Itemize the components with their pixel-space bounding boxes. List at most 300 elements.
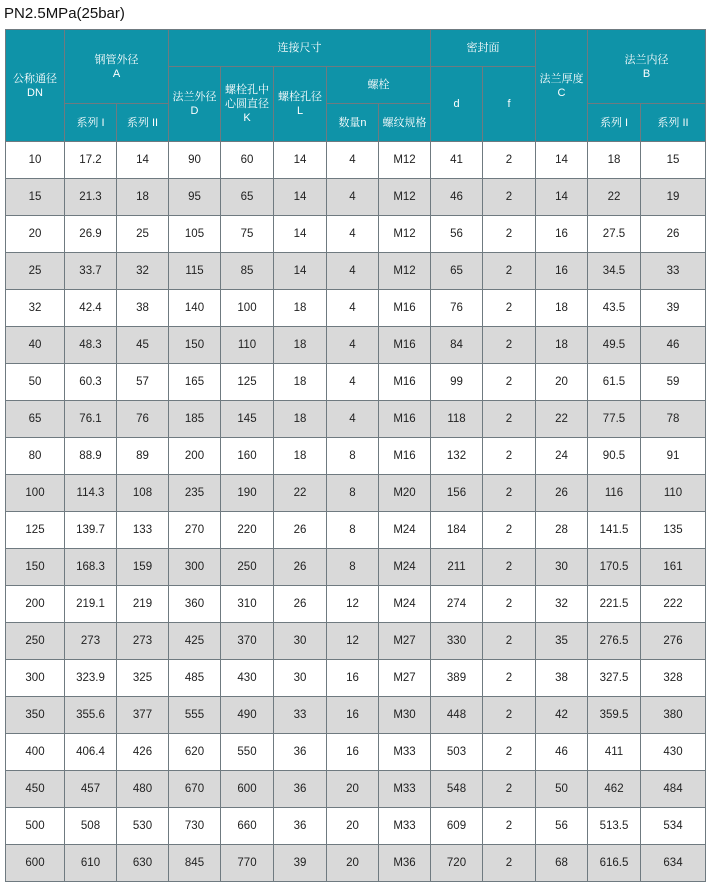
table-cell: 39 <box>274 845 327 882</box>
table-cell: 116 <box>588 475 641 512</box>
table-cell: M33 <box>379 808 431 845</box>
table-cell: 8 <box>327 549 379 586</box>
table-cell: 4 <box>327 327 379 364</box>
table-cell: 300 <box>6 660 65 697</box>
table-body <box>6 142 706 882</box>
table-cell: 270 <box>169 512 221 549</box>
table-cell: 26 <box>536 475 588 512</box>
table-cell: M24 <box>379 512 431 549</box>
table-cell: 32 <box>536 586 588 623</box>
table-cell: 50 <box>536 771 588 808</box>
table-cell: 670 <box>169 771 221 808</box>
table-cell: 411 <box>588 734 641 771</box>
table-cell: 19 <box>641 179 706 216</box>
table-cell: 2 <box>483 549 536 586</box>
table-cell: 425 <box>169 623 221 660</box>
table-cell: 95 <box>169 179 221 216</box>
table-cell: 38 <box>117 290 169 327</box>
table-cell: 30 <box>274 623 327 660</box>
table-cell: 14 <box>536 179 588 216</box>
table-cell: 2 <box>483 475 536 512</box>
table-cell: 4 <box>327 364 379 401</box>
table-cell: 125 <box>221 364 274 401</box>
table-cell: 91 <box>641 438 706 475</box>
header-flange-od: 法兰外径 D <box>169 67 221 142</box>
table-cell: 57 <box>117 364 169 401</box>
table-cell: 10 <box>6 142 65 179</box>
table-cell: 426 <box>117 734 169 771</box>
table-cell: M12 <box>379 216 431 253</box>
table-cell: 370 <box>221 623 274 660</box>
table-cell: M27 <box>379 623 431 660</box>
table-cell: 185 <box>169 401 221 438</box>
header-seal-face: 密封面 <box>431 30 536 67</box>
table-cell: 32 <box>6 290 65 327</box>
table-cell: 2 <box>483 771 536 808</box>
table-row <box>6 142 706 179</box>
table-cell: 39 <box>641 290 706 327</box>
table-cell: M16 <box>379 438 431 475</box>
table-row <box>6 845 706 882</box>
table-cell: 250 <box>221 549 274 586</box>
table-cell: 485 <box>169 660 221 697</box>
table-cell: 2 <box>483 290 536 327</box>
table-cell: 609 <box>431 808 483 845</box>
table-cell: 60 <box>221 142 274 179</box>
table-cell: 78 <box>641 401 706 438</box>
table-cell: 14 <box>274 142 327 179</box>
table-cell: 220 <box>221 512 274 549</box>
table-cell: 457 <box>65 771 117 808</box>
table-cell: 150 <box>6 549 65 586</box>
table-cell: 42 <box>536 697 588 734</box>
table-cell: M12 <box>379 179 431 216</box>
table-cell: 33 <box>274 697 327 734</box>
table-cell: 380 <box>641 697 706 734</box>
table-cell: 18 <box>588 142 641 179</box>
table-cell: 145 <box>221 401 274 438</box>
table-cell: 25 <box>6 253 65 290</box>
table-cell: 430 <box>221 660 274 697</box>
table-cell: 36 <box>274 734 327 771</box>
table-cell: 22 <box>274 475 327 512</box>
table-cell: 22 <box>536 401 588 438</box>
table-cell: 99 <box>431 364 483 401</box>
table-cell: 125 <box>6 512 65 549</box>
table-cell: M24 <box>379 549 431 586</box>
table-cell: 276.5 <box>588 623 641 660</box>
table-cell: 12 <box>327 623 379 660</box>
table-cell: 46 <box>431 179 483 216</box>
table-cell: 480 <box>117 771 169 808</box>
table-cell: 34.5 <box>588 253 641 290</box>
table-cell: 50 <box>6 364 65 401</box>
table-cell: 46 <box>641 327 706 364</box>
table-cell: 2 <box>483 845 536 882</box>
table-cell: 26 <box>274 549 327 586</box>
table-cell: 2 <box>483 364 536 401</box>
table-cell: 160 <box>221 438 274 475</box>
table-cell: 28 <box>536 512 588 549</box>
table-cell: M16 <box>379 327 431 364</box>
table-cell: 350 <box>6 697 65 734</box>
table-cell: 25 <box>117 216 169 253</box>
table-cell: 61.5 <box>588 364 641 401</box>
table-cell: 2 <box>483 438 536 475</box>
table-cell: 300 <box>169 549 221 586</box>
table-cell: 2 <box>483 623 536 660</box>
table-cell: 20 <box>536 364 588 401</box>
table-cell: 360 <box>169 586 221 623</box>
table-cell: 389 <box>431 660 483 697</box>
table-row <box>6 771 706 808</box>
table-cell: 60.3 <box>65 364 117 401</box>
table-cell: 16 <box>327 734 379 771</box>
table-cell: 660 <box>221 808 274 845</box>
table-cell: 2 <box>483 401 536 438</box>
table-cell: 503 <box>431 734 483 771</box>
table-cell: 16 <box>327 697 379 734</box>
table-cell: 377 <box>117 697 169 734</box>
table-cell: M20 <box>379 475 431 512</box>
table-cell: 20 <box>327 771 379 808</box>
table-cell: 18 <box>274 327 327 364</box>
table-cell: 630 <box>117 845 169 882</box>
table-cell: 133 <box>117 512 169 549</box>
table-cell: 76 <box>117 401 169 438</box>
table-cell: 65 <box>431 253 483 290</box>
table-cell: 20 <box>327 845 379 882</box>
table-cell: 462 <box>588 771 641 808</box>
table-cell: 40 <box>6 327 65 364</box>
table-cell: 200 <box>169 438 221 475</box>
table-cell: 156 <box>431 475 483 512</box>
table-cell: 118 <box>431 401 483 438</box>
table-cell: 2 <box>483 697 536 734</box>
table-cell: 161 <box>641 549 706 586</box>
table-cell: 75 <box>221 216 274 253</box>
table-cell: 42.4 <box>65 290 117 327</box>
table-cell: 508 <box>65 808 117 845</box>
table-header <box>6 30 706 142</box>
table-cell: 26 <box>641 216 706 253</box>
table-cell: 49.5 <box>588 327 641 364</box>
header-seal-d: d <box>431 67 483 142</box>
table-cell: 65 <box>221 179 274 216</box>
table-row <box>6 327 706 364</box>
table-cell: 170.5 <box>588 549 641 586</box>
table-cell: 250 <box>6 623 65 660</box>
table-cell: 634 <box>641 845 706 882</box>
table-cell: 32 <box>117 253 169 290</box>
table-cell: 76 <box>431 290 483 327</box>
table-cell: 18 <box>117 179 169 216</box>
table-cell: M16 <box>379 401 431 438</box>
table-cell: 12 <box>327 586 379 623</box>
table-cell: 600 <box>221 771 274 808</box>
header-flange-series-2: 系列 II <box>641 104 706 142</box>
table-cell: 190 <box>221 475 274 512</box>
header-bolt-circle: 螺栓孔中 心圆直径 K <box>221 67 274 142</box>
table-row <box>6 586 706 623</box>
table-row <box>6 697 706 734</box>
table-cell: 14 <box>274 216 327 253</box>
table-cell: 406.4 <box>65 734 117 771</box>
table-cell: 219.1 <box>65 586 117 623</box>
table-cell: 132 <box>431 438 483 475</box>
table-cell: 18 <box>274 438 327 475</box>
table-cell: 4 <box>327 179 379 216</box>
table-cell: 15 <box>641 142 706 179</box>
header-bolt: 螺栓 <box>327 67 431 104</box>
table-cell: 14 <box>536 142 588 179</box>
table-row <box>6 401 706 438</box>
table-row <box>6 512 706 549</box>
table-cell: 22 <box>588 179 641 216</box>
table-cell: 30 <box>274 660 327 697</box>
table-cell: 490 <box>221 697 274 734</box>
table-cell: M27 <box>379 660 431 697</box>
table-cell: 327.5 <box>588 660 641 697</box>
table-cell: 90.5 <box>588 438 641 475</box>
table-cell: M12 <box>379 253 431 290</box>
table-cell: 100 <box>6 475 65 512</box>
table-cell: 184 <box>431 512 483 549</box>
table-cell: 555 <box>169 697 221 734</box>
table-cell: 600 <box>6 845 65 882</box>
table-cell: 2 <box>483 142 536 179</box>
table-row <box>6 438 706 475</box>
header-pipe-od: 钢管外径 A <box>65 30 169 104</box>
table-cell: 400 <box>6 734 65 771</box>
table-cell: 273 <box>65 623 117 660</box>
header-bolt-thread: 螺纹规格 <box>379 104 431 142</box>
table-cell: 46 <box>536 734 588 771</box>
table-cell: 14 <box>274 179 327 216</box>
table-cell: 20 <box>327 808 379 845</box>
table-cell: 59 <box>641 364 706 401</box>
table-cell: 114.3 <box>65 475 117 512</box>
table-cell: 14 <box>274 253 327 290</box>
table-cell: 500 <box>6 808 65 845</box>
table-cell: 18 <box>274 290 327 327</box>
table-cell: 276 <box>641 623 706 660</box>
table-cell: 616.5 <box>588 845 641 882</box>
table-cell: 168.3 <box>65 549 117 586</box>
table-title: PN2.5MPa(25bar) <box>4 5 125 22</box>
flange-dimension-table <box>5 29 706 882</box>
table-cell: 450 <box>6 771 65 808</box>
table-cell: 26 <box>274 586 327 623</box>
table-cell: 534 <box>641 808 706 845</box>
header-flange-id: 法兰内径 B <box>588 30 706 104</box>
table-row <box>6 660 706 697</box>
table-cell: 41 <box>431 142 483 179</box>
table-cell: 33.7 <box>65 253 117 290</box>
table-row <box>6 253 706 290</box>
table-cell: 2 <box>483 808 536 845</box>
table-cell: 359.5 <box>588 697 641 734</box>
header-pipe-series-2: 系列 II <box>117 104 169 142</box>
table-cell: 36 <box>274 771 327 808</box>
table-cell: 235 <box>169 475 221 512</box>
table-cell: 77.5 <box>588 401 641 438</box>
table-cell: 15 <box>6 179 65 216</box>
table-cell: 76.1 <box>65 401 117 438</box>
table-cell: 56 <box>431 216 483 253</box>
table-cell: 36 <box>274 808 327 845</box>
table-cell: 4 <box>327 142 379 179</box>
table-cell: 65 <box>6 401 65 438</box>
table-cell: 115 <box>169 253 221 290</box>
table-cell: 200 <box>6 586 65 623</box>
header-seal-f: f <box>483 67 536 142</box>
table-cell: 222 <box>641 586 706 623</box>
table-cell: 35 <box>536 623 588 660</box>
table-cell: M33 <box>379 771 431 808</box>
table-cell: 89 <box>117 438 169 475</box>
table-cell: 16 <box>327 660 379 697</box>
table-cell: 27.5 <box>588 216 641 253</box>
table-cell: 273 <box>117 623 169 660</box>
table-cell: 4 <box>327 290 379 327</box>
table-cell: 150 <box>169 327 221 364</box>
table-cell: 84 <box>431 327 483 364</box>
table-row <box>6 364 706 401</box>
table-cell: 45 <box>117 327 169 364</box>
header-flange-series-1: 系列 I <box>588 104 641 142</box>
table-cell: M16 <box>379 364 431 401</box>
table-cell: 221.5 <box>588 586 641 623</box>
table-cell: M36 <box>379 845 431 882</box>
table-cell: 68 <box>536 845 588 882</box>
table-row <box>6 734 706 771</box>
table-cell: 355.6 <box>65 697 117 734</box>
header-bolt-hole: 螺栓孔径 L <box>274 67 327 142</box>
table-cell: 43.5 <box>588 290 641 327</box>
table-cell: 2 <box>483 660 536 697</box>
table-cell: 323.9 <box>65 660 117 697</box>
header-dn: 公称通径 DN <box>6 30 65 142</box>
table-cell: M30 <box>379 697 431 734</box>
table-cell: 141.5 <box>588 512 641 549</box>
table-cell: 165 <box>169 364 221 401</box>
table-cell: 219 <box>117 586 169 623</box>
table-cell: 110 <box>641 475 706 512</box>
table-cell: 56 <box>536 808 588 845</box>
table-cell: 108 <box>117 475 169 512</box>
table-row <box>6 549 706 586</box>
table-cell: 513.5 <box>588 808 641 845</box>
table-cell: 430 <box>641 734 706 771</box>
table-cell: 21.3 <box>65 179 117 216</box>
table-cell: 18 <box>536 327 588 364</box>
table-cell: 845 <box>169 845 221 882</box>
table-cell: 730 <box>169 808 221 845</box>
table-cell: 85 <box>221 253 274 290</box>
table-cell: 18 <box>274 401 327 438</box>
table-cell: 8 <box>327 438 379 475</box>
table-cell: 159 <box>117 549 169 586</box>
table-cell: 2 <box>483 586 536 623</box>
table-cell: M33 <box>379 734 431 771</box>
table-cell: 139.7 <box>65 512 117 549</box>
table-cell: 135 <box>641 512 706 549</box>
table-cell: 33 <box>641 253 706 290</box>
table-cell: 325 <box>117 660 169 697</box>
table-cell: 30 <box>536 549 588 586</box>
table-row <box>6 808 706 845</box>
table-cell: 2 <box>483 179 536 216</box>
table-cell: M12 <box>379 142 431 179</box>
header-pipe-series-1: 系列 I <box>65 104 117 142</box>
table-cell: 720 <box>431 845 483 882</box>
table-cell: 8 <box>327 512 379 549</box>
header-flange-thickness: 法兰厚度 C <box>536 30 588 142</box>
table-cell: 18 <box>274 364 327 401</box>
table-cell: 80 <box>6 438 65 475</box>
table-cell: 2 <box>483 327 536 364</box>
table-cell: 274 <box>431 586 483 623</box>
table-cell: 211 <box>431 549 483 586</box>
table-cell: 548 <box>431 771 483 808</box>
table-cell: 100 <box>221 290 274 327</box>
table-cell: 2 <box>483 216 536 253</box>
table-cell: 88.9 <box>65 438 117 475</box>
table-cell: 550 <box>221 734 274 771</box>
table-cell: 4 <box>327 253 379 290</box>
table-cell: 26 <box>274 512 327 549</box>
table-row <box>6 623 706 660</box>
table-cell: 16 <box>536 253 588 290</box>
table-cell: 484 <box>641 771 706 808</box>
table-cell: 2 <box>483 512 536 549</box>
table-cell: 24 <box>536 438 588 475</box>
table-cell: 770 <box>221 845 274 882</box>
table-cell: 310 <box>221 586 274 623</box>
table-cell: 90 <box>169 142 221 179</box>
table-cell: M16 <box>379 290 431 327</box>
table-cell: 14 <box>117 142 169 179</box>
table-row <box>6 475 706 512</box>
table-cell: 328 <box>641 660 706 697</box>
table-cell: 38 <box>536 660 588 697</box>
table-cell: 4 <box>327 216 379 253</box>
header-bolt-qty: 数量n <box>327 104 379 142</box>
table-cell: 530 <box>117 808 169 845</box>
table-cell: 140 <box>169 290 221 327</box>
table-cell: 48.3 <box>65 327 117 364</box>
table-cell: 4 <box>327 401 379 438</box>
table-cell: 110 <box>221 327 274 364</box>
table-cell: 448 <box>431 697 483 734</box>
table-row <box>6 216 706 253</box>
table-cell: 610 <box>65 845 117 882</box>
table-cell: 26.9 <box>65 216 117 253</box>
header-connect-size: 连接尺寸 <box>169 30 431 67</box>
table-cell: 620 <box>169 734 221 771</box>
table-cell: 8 <box>327 475 379 512</box>
table-cell: 2 <box>483 253 536 290</box>
table-cell: 16 <box>536 216 588 253</box>
table-cell: 2 <box>483 734 536 771</box>
table-cell: 330 <box>431 623 483 660</box>
table-cell: 18 <box>536 290 588 327</box>
table-cell: M24 <box>379 586 431 623</box>
table-row <box>6 179 706 216</box>
table-cell: 105 <box>169 216 221 253</box>
table-row <box>6 290 706 327</box>
